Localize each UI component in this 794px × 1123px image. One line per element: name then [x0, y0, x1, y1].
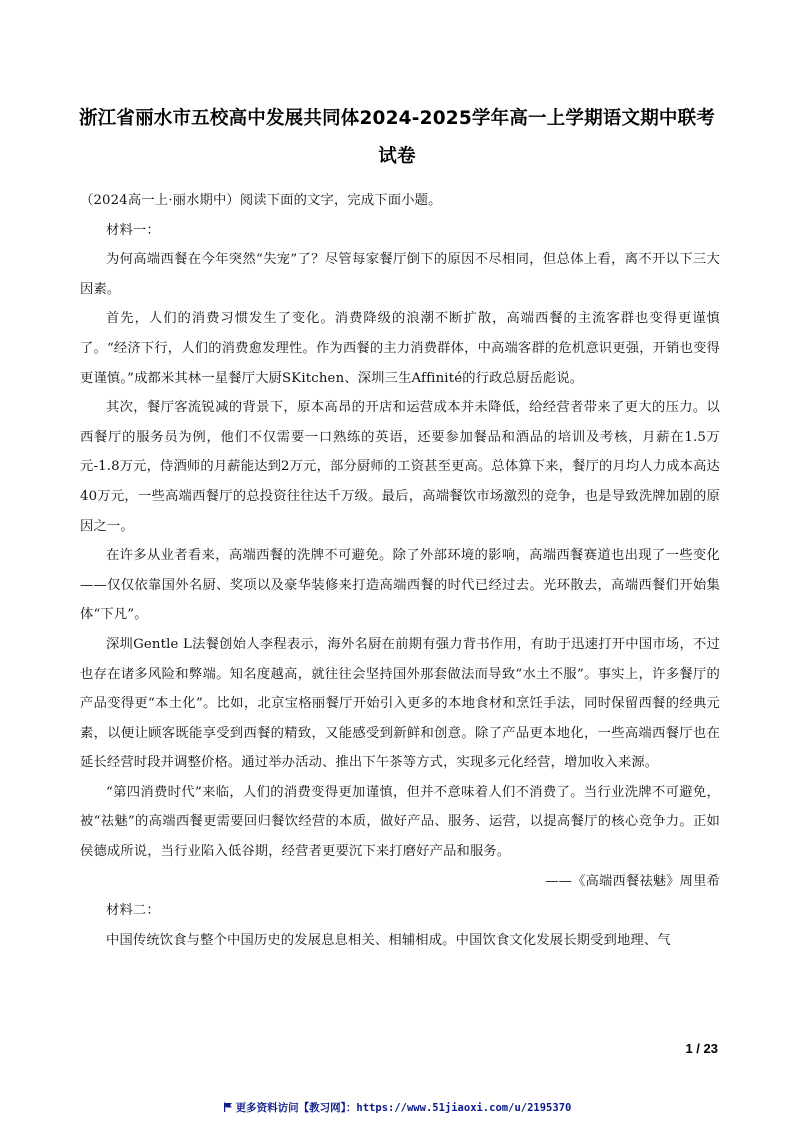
page-number: 1 / 23	[685, 1041, 718, 1056]
document-body	[80, 186, 720, 955]
intro-line: （2024高一上·丽水期中）阅读下面的文字，完成下面小题。	[80, 193, 442, 208]
flag-icon	[223, 1102, 233, 1112]
paragraph: 材料二：	[106, 903, 160, 919]
footer-text: 更多资料访问【教习网】：https://www.51jiaoxi.com/u/2195370	[235, 1102, 572, 1114]
source-citation: ——《高端西餐祛魅》周里希	[545, 873, 720, 889]
paragraph: 材料一：	[106, 222, 160, 238]
paragraph: 为何高端西餐在今年突然“失宠”了？尽管每家餐厅倒下的原因不尽相同，但总体上看，离不开以下三大因素。	[80, 252, 720, 297]
footer-link[interactable]	[0, 1100, 794, 1115]
paragraph: 深圳Gentle L法餐创始人李程表示，海外名厨在前期有强力背书作用，有助于迅速打开中国市场，不过也存在诸多风险和弊端。知名度越高，就往往会坚持国外那套做法而导致“水土不服”。事实上，许多餐厅的产品变得更“本土化”。比如，北京宝格丽餐厅开始引入更多的本地食材和烹饪手法，同时保留西餐的经典元素，以便让顾客既能享受到西餐的精致，又能感受到新鲜和创意。除了产品更本地化，一些高端西餐厅也在延长经营时段并调整价格。通过举办活动、推出下午茶等方式，实现多元化经营，增加收入来源。	[80, 636, 720, 771]
paragraph: 在许多从业者看来，高端西餐的洗牌不可避免。除了外部环境的影响，高端西餐赛道也出现了一些变化——仅仅依靠国外名厨、奖项以及豪华装修来打造高端西餐的时代已经过去。光环散去，高端西餐们开始集体“下凡”。	[80, 548, 720, 623]
paragraph: “第四消费时代”来临，人们的消费变得更加谨慎，但并不意味着人们不消费了。当行业洗牌不可避免，被“祛魅”的高端西餐更需要回归餐饮经营的本质，做好产品、服务、运营，以提高餐厅的核心竞争力。正如侯德成所说，当行业陷入低谷期，经营者更要沉下来打磨好产品和服务。	[80, 784, 720, 860]
paragraph: 其次，餐厅客流锐减的背景下，原本高昂的开店和运营成本并未降低，给经营者带来了更大的压力。以西餐厅的服务员为例，他们不仅需要一口熟练的英语，还要参加餐品和酒品的培训及考核，月薪在1.5万元-1.8万元，侍酒师的月薪能达到2万元，部分厨师的工资甚至更高。总体算下来，餐厅的月均人力成本高达40万元，一些高端西餐厅的总投资往往达千万级。最后，高端餐饮市场激烈的竞争，也是导致洗牌加剧的原因之一。	[80, 400, 720, 534]
document-title: 浙江省丽水市五校高中发展共同体2024-2025学年高一上学期语文期中联考试卷	[78, 108, 716, 167]
paragraph: 首先，人们的消费习惯发生了变化。消费降级的浪潮不断扩散，高端西餐的主流客群也变得更谨慎了。“经济下行，人们的消费愈发理性。作为西餐的主力消费群体，中高端客群的危机意识更强，开销也变得更谨慎。”成都米其林一星餐厅大厨SKitchen、深圳三生Affinité的行政总厨岳彪说。	[80, 311, 720, 386]
paragraph: 中国传统饮食与整个中国历史的发展息息相关、相辅相成。中国饮食文化发展长期受到地理、气	[106, 932, 671, 948]
